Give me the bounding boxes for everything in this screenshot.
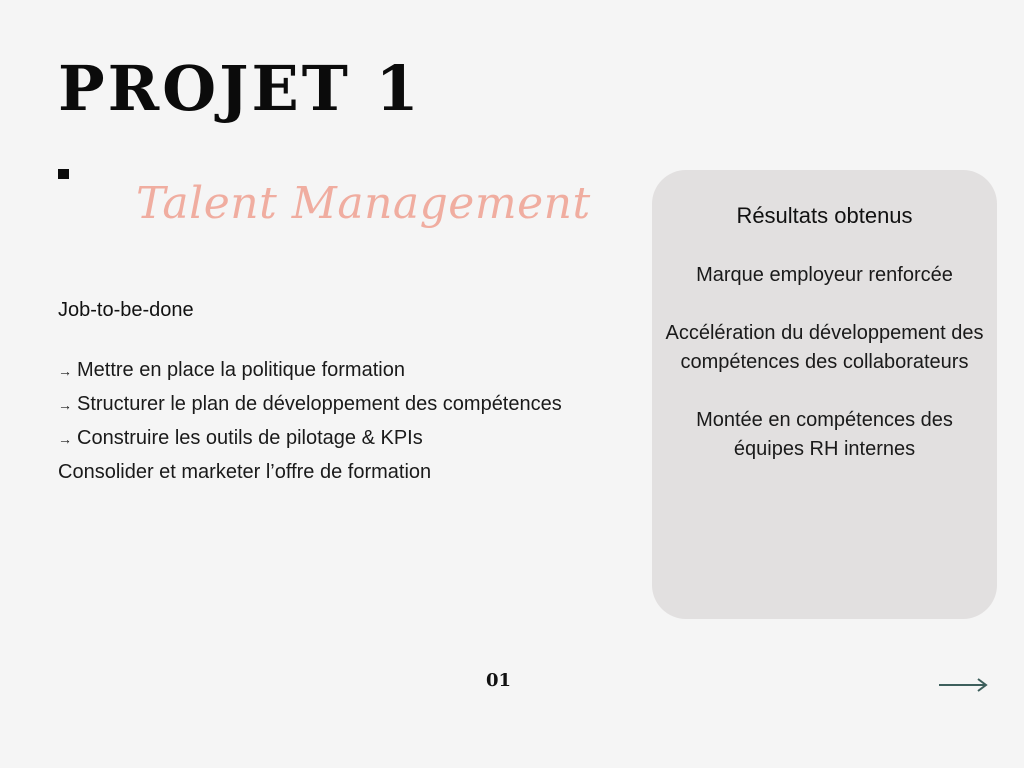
next-slide-button[interactable] <box>937 675 989 700</box>
list-item <box>58 422 578 456</box>
list-item-text: Construire les outils de pilotage & KPIs <box>77 427 423 449</box>
results-card-title: Résultats obtenus <box>736 203 913 228</box>
slide-subtitle: Talent Management <box>136 178 591 229</box>
list-item-text: Structurer le plan de développement des compétences <box>77 393 562 415</box>
results-card <box>652 170 997 619</box>
list-item-text: Consolider et marketer l’offre de formation <box>58 461 432 483</box>
list-item <box>58 456 578 489</box>
results-list <box>662 261 987 493</box>
list-item <box>58 388 578 422</box>
arrow-bullet-icon: → <box>58 363 72 379</box>
result-item: Montée en compétences des équipes RH internes <box>696 409 953 460</box>
arrow-bullet-icon: → <box>58 397 72 413</box>
page-number: 01 <box>486 670 512 691</box>
result-item: Accélération du développement des compétences des collaborateurs <box>665 322 984 373</box>
arrow-right-icon <box>937 675 989 695</box>
arrow-bullet-icon: → <box>58 431 72 447</box>
job-to-be-done-heading: Job-to-be-done <box>58 299 194 321</box>
slide-title: PROJET 1 <box>58 52 422 125</box>
job-to-be-done-list <box>58 354 578 489</box>
list-item-text: Mettre en place la politique formation <box>77 359 405 381</box>
title-bullet-square <box>58 169 69 179</box>
result-item: Marque employeur renforcée <box>696 264 953 286</box>
list-item <box>58 354 578 388</box>
